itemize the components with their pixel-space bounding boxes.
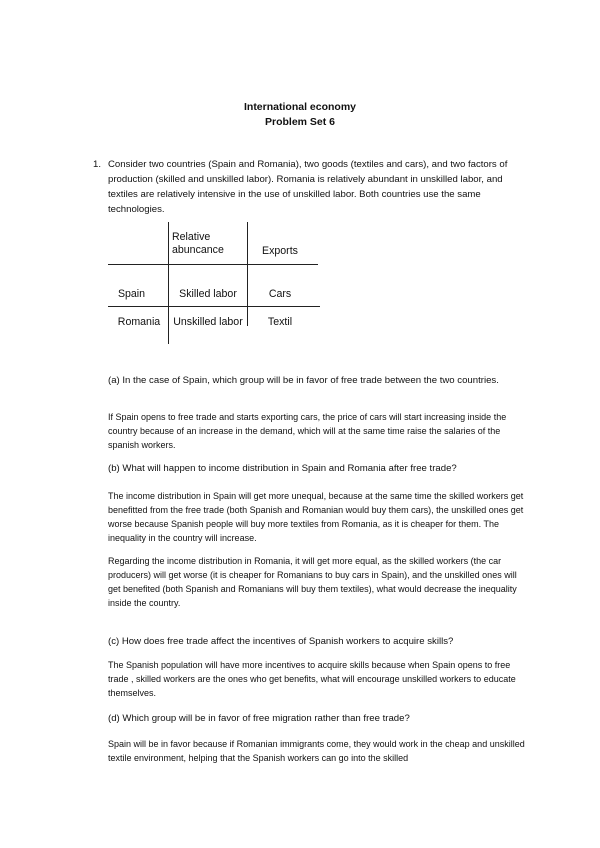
table-cell-exports: Cars bbox=[268, 288, 292, 300]
table-hline-1 bbox=[108, 264, 318, 265]
part-b-answer-romania: Regarding the income distribution in Romania, it will get more equal, as the skilled workers (the car producers) will get worse (it is cheaper for Romanians to buy cars in Spain), and the unskilled ones will get benefited (both Spanish and Romanians will buy them textiles), what would decrease the inequality inside the country. bbox=[108, 556, 517, 608]
part-b-answer-spain: The income distribution in Spain will get more unequal, because at the same time the skilled workers get benefitted from the free trade (both Spanish and Romanian would buy them cars), the unskilled ones get worse because Spanish people will buy more textiles from Romania, as it is cheaper for them. The inequality in the country will increase. bbox=[108, 491, 524, 543]
part-a-answer: If Spain opens to free trade and starts exporting cars, the price of cars will start increasing inside the country because of an increase in the demand, which will at the same time raise the salaries of the spanish workers. bbox=[108, 412, 507, 450]
part-d-answer: Spain will be in favor because if Romanian immigrants come, they would work in the cheap and unskilled textile environment, helping that the Spanish workers can go into the skilled bbox=[108, 739, 525, 763]
table-cell-country: Romania bbox=[117, 316, 161, 328]
abundance-table bbox=[108, 222, 323, 344]
part-d-question: (d) Which group will be in favor of free migration rather than free trade? bbox=[108, 713, 410, 724]
table-header-exports: Exports bbox=[262, 245, 298, 257]
part-b-question: (b) What will happen to income distribution in Spain and Romania after free trade? bbox=[108, 463, 457, 474]
table-cell-abundance: Skilled labor bbox=[179, 288, 237, 300]
table-cell-exports: Textil bbox=[267, 316, 293, 328]
question1-text: Consider two countries (Spain and Romania), two goods (textiles and cars), and two factors of production (skilled and unskilled labor). Romania is relatively abundant in unskilled labor, and textiles are relatively intensive in the use of unskilled labor. Both countries use the same technologies. bbox=[108, 159, 508, 215]
table-header-abundance: Relative abuncance bbox=[172, 231, 224, 256]
part-a-question: (a) In the case of Spain, which group will be in favor of free trade between the two countries. bbox=[108, 375, 499, 386]
question-number: 1. bbox=[93, 159, 102, 170]
table-cell-country: Spain bbox=[117, 288, 146, 300]
doc-title-line2: Problem Set 6 bbox=[264, 116, 336, 128]
doc-title-line1: International economy bbox=[243, 101, 357, 113]
part-c-question: (c) How does free trade affect the incentives of Spanish workers to acquire skills? bbox=[108, 636, 454, 647]
part-c-answer: The Spanish population will have more incentives to acquire skills because when Spain opens to free trade , skilled workers are the ones who get benefits, what will encourage unskilled workers to educate themselves. bbox=[108, 660, 516, 698]
table-hline-2 bbox=[108, 306, 320, 307]
table-vline-2 bbox=[247, 222, 248, 326]
table-cell-abundance: Unskilled labor bbox=[173, 316, 243, 328]
